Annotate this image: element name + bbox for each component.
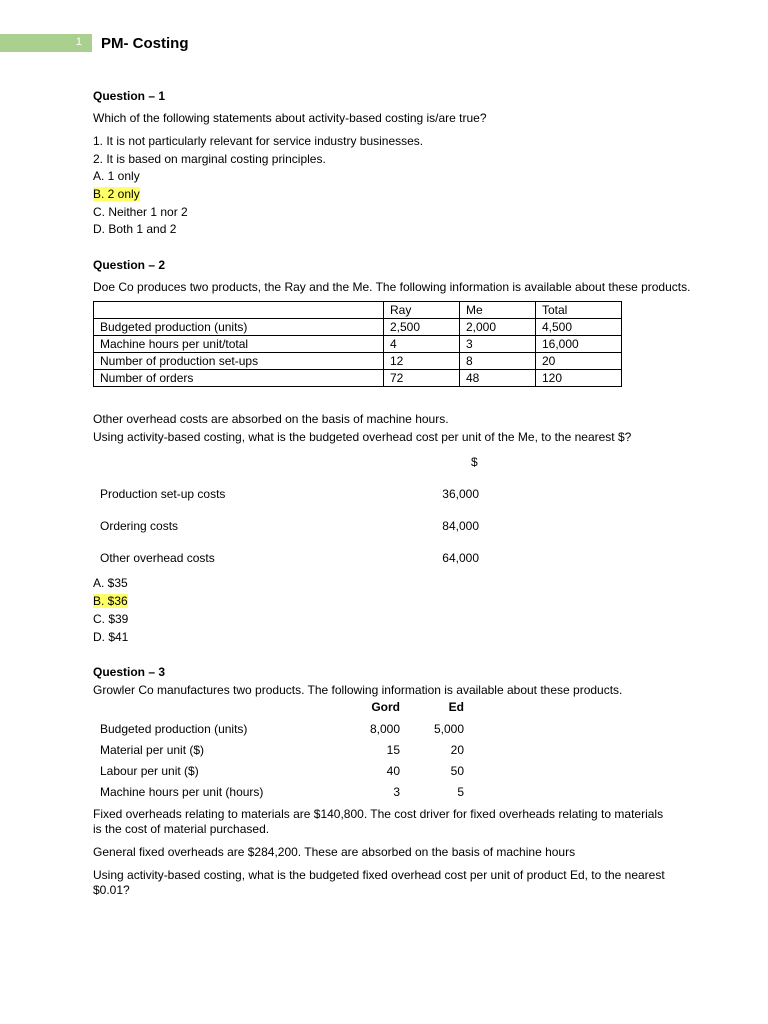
page-number-tab xyxy=(0,34,92,52)
q2-cost-currency: $ xyxy=(471,455,478,469)
q3-row-label: Budgeted production (units) xyxy=(100,722,248,736)
table-cell: 72 xyxy=(384,370,460,387)
q3-value-ed: 20 xyxy=(450,743,464,757)
table-header-cell: Ray xyxy=(384,302,460,319)
q2-cost-value: 36,000 xyxy=(442,487,479,501)
table-cell: 8 xyxy=(460,353,536,370)
table-cell: 16,000 xyxy=(536,336,622,353)
table-cell: 20 xyxy=(536,353,622,370)
q1-option-a: A. 1 only xyxy=(93,169,140,183)
q2-option-a: A. $35 xyxy=(93,576,128,590)
q2-stem: Doe Co produces two products, the Ray and the Me. The following information is available about these products. xyxy=(93,280,691,294)
q3-value-ed: 5,000 xyxy=(433,722,464,736)
q3-col-header-gord: Gord xyxy=(371,700,400,714)
table-cell: Number of orders xyxy=(94,370,384,387)
table-cell: Machine hours per unit/total xyxy=(94,336,384,353)
q3-row-label: Material per unit ($) xyxy=(100,743,205,757)
table-cell: 2,500 xyxy=(384,319,460,336)
q3-value-gord: 3 xyxy=(393,785,400,799)
q2-cost-label: Ordering costs xyxy=(100,519,179,533)
q3-value-gord: 8,000 xyxy=(369,722,400,736)
table-cell: 120 xyxy=(536,370,622,387)
q2-data-table xyxy=(93,301,622,387)
q3-col-header-ed: Ed xyxy=(448,700,464,714)
table-cell: 48 xyxy=(460,370,536,387)
q3-stem: Growler Co manufactures two products. The following information is available about these products. xyxy=(93,683,623,697)
table-row xyxy=(94,353,622,370)
q1-heading: Question – 1 xyxy=(93,89,166,103)
page-number: 1 xyxy=(75,36,82,48)
page-title: PM- Costing xyxy=(101,35,189,52)
q1-option-d: D. Both 1 and 2 xyxy=(93,222,177,236)
q3-row-label: Labour per unit ($) xyxy=(100,764,199,778)
q2-cost-label: Other overhead costs xyxy=(100,551,215,565)
q2-cost-value: 64,000 xyxy=(442,551,479,565)
table-cell: 3 xyxy=(460,336,536,353)
q2-option-d: D. $41 xyxy=(93,630,129,644)
q3-paragraph-1: Fixed overheads relating to materials are $140,800. The cost driver for fixed overheads relating to materials is the cost of material purchased. xyxy=(93,807,664,836)
table-header-row xyxy=(94,302,622,319)
table-header-cell: Total xyxy=(536,302,622,319)
q1-option-b-highlighted: B. 2 only xyxy=(93,187,140,201)
q2-option-c: C. $39 xyxy=(93,612,129,626)
table-cell: 4 xyxy=(384,336,460,353)
q2-cost-label: Production set-up costs xyxy=(100,487,226,501)
q2-option-b-highlighted: B. $36 xyxy=(93,594,128,608)
q2-cost-value: 84,000 xyxy=(442,519,479,533)
table-cell: Budgeted production (units) xyxy=(94,319,384,336)
q3-value-gord: 15 xyxy=(386,743,400,757)
table-row xyxy=(94,319,622,336)
q3-value-ed: 5 xyxy=(457,785,464,799)
q3-paragraph-2: General fixed overheads are $284,200. These are absorbed on the basis of machine hours xyxy=(93,845,576,859)
q3-value-gord: 40 xyxy=(386,764,400,778)
q2-note-2: Using activity-based costing, what is the budgeted overhead cost per unit of the Me, to the nearest $? xyxy=(93,430,632,444)
q1-statement-2: 2. It is based on marginal costing principles. xyxy=(93,152,326,166)
q1-option-c: C. Neither 1 nor 2 xyxy=(93,205,188,219)
table-row xyxy=(94,336,622,353)
q3-value-ed: 50 xyxy=(450,764,464,778)
table-cell: 12 xyxy=(384,353,460,370)
q3-row-label: Machine hours per unit (hours) xyxy=(100,785,264,799)
table-cell: 2,000 xyxy=(460,319,536,336)
table-header-cell: Me xyxy=(460,302,536,319)
table-cell: 4,500 xyxy=(536,319,622,336)
q1-stem: Which of the following statements about activity-based costing is/are true? xyxy=(93,111,487,125)
table-cell: Number of production set-ups xyxy=(94,353,384,370)
q3-heading: Question – 3 xyxy=(93,665,166,679)
table-row xyxy=(94,370,622,387)
q1-statement-1: 1. It is not particularly relevant for service industry businesses. xyxy=(93,134,424,148)
q3-paragraph-3: Using activity-based costing, what is the budgeted fixed overhead cost per unit of product Ed, to the nearest $0.01? xyxy=(93,868,665,897)
q2-heading: Question – 2 xyxy=(93,258,166,272)
q2-note-1: Other overhead costs are absorbed on the basis of machine hours. xyxy=(93,412,449,426)
table-header-cell xyxy=(94,302,384,319)
